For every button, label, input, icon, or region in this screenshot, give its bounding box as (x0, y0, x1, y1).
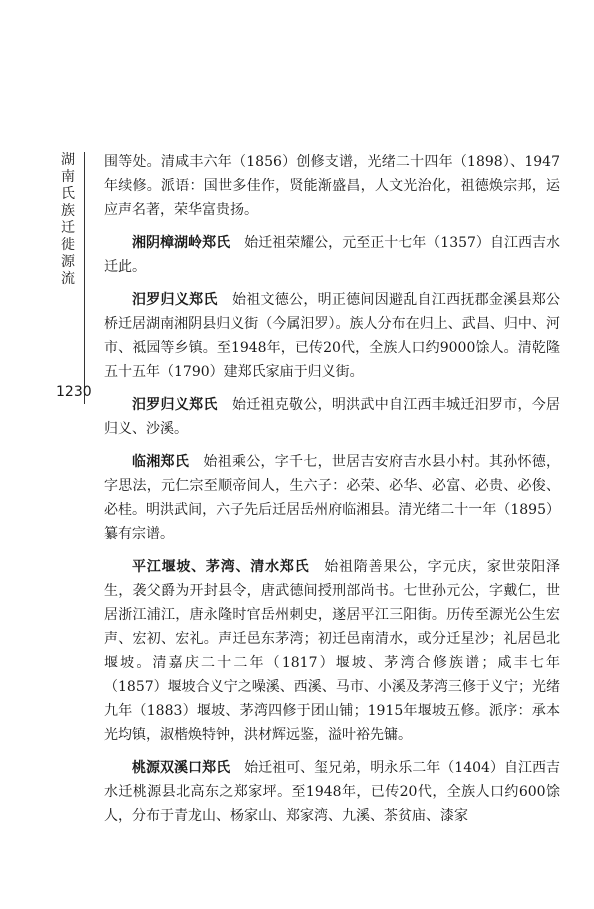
clan-entry (104, 288, 560, 384)
clan-text: 始祖文德公，明正德间因避乱自江西抚郡金溪县郑公桥迁居湖南湘阴县归义街（今属汨罗）。族人分布在归上、武昌、归中、河市、祗园等乡镇。至1948年，已传20代，全族人口约9000馀人。清乾隆五十五年（1790）建郑氏家庙于归义街。 (104, 292, 561, 380)
clan-entry (104, 231, 560, 279)
clan-heading: 平江堰坡、茅湾、清水郑氏 (132, 559, 310, 575)
paragraph-continuation (104, 150, 560, 222)
margin-rule (84, 152, 85, 404)
paragraph-text: 围等处。清咸丰六年（1856）创修支谱，光绪二十四年（1898）、1947年续修。派语：国世多佳作，贤能渐盛昌，人文光治化，祖德焕宗邦，运应声名著，荣华富贵扬。 (104, 154, 560, 218)
clan-heading: 湘阴樟湖岭郑氏 (132, 235, 231, 251)
clan-heading: 汨罗归义郑氏 (132, 397, 218, 413)
clan-heading: 汨罗归义郑氏 (132, 292, 218, 308)
clan-entry (104, 393, 560, 441)
page-body (104, 150, 560, 837)
clan-heading: 桃源双溪口郑氏 (132, 760, 231, 776)
book-title: 湖南氏族迁徙源流 (61, 152, 75, 287)
page-number: 1230 (56, 384, 92, 400)
clan-text: 始祖隋善果公，字元庆，家世荥阳泽生，袭父爵为开封县令，唐武德间授刑部尚书。七世孙元公，字戴仁，世居浙江浦江，唐永隆时官岳州刺史，遂居平江三阳街。历传至源光公生宏声、宏初、宏礼。声迁邑东茅湾；初迁邑南清水，或分迁星沙；礼居邑北堰坡。清嘉庆二十二年（1817）堰坡、茅湾合修族谱；咸丰七年（1857）堰坡合义宁之噪溪、西溪、马市、小溪及茅湾三修于义宁；光绪九年（1883）堰坡、茅湾四修于团山铺；1915年堰坡五修。派序：承本光均镇，淑楷焕特钟，洪材辉远鉴，溢叶裕先镛。 (104, 559, 561, 743)
clan-text: 始迁祖可、玺兄弟，明永乐二年（1404）自江西吉水迁桃源县北高东之郑家坪。至1948年，已传20代，全族人口约600馀人，分布于青龙山、杨家山、郑家湾、九溪、茶贫庙、漆家 (104, 760, 560, 824)
clan-entry (104, 450, 560, 546)
clan-text: 始迁祖荣耀公，元至正十七年（1357）自江西吉水迁此。 (104, 235, 560, 275)
clan-text: 始祖乘公，字千七，世居吉安府吉水县小村。其孙怀德，字思法，元仁宗至顺帝间人，生六子：必荣、必华、必富、必贵、必俊、必桂。明洪武间，六子先后迁居岳州府临湘县。清光绪二十一年（1895）纂有宗谱。 (104, 454, 561, 542)
clan-text: 始迁祖克敬公，明洪武中自江西丰城迁汨罗市，今居归义、沙溪。 (104, 397, 561, 437)
clan-entry (104, 756, 560, 828)
clan-heading: 临湘郑氏 (132, 454, 190, 470)
clan-entry (104, 555, 560, 747)
